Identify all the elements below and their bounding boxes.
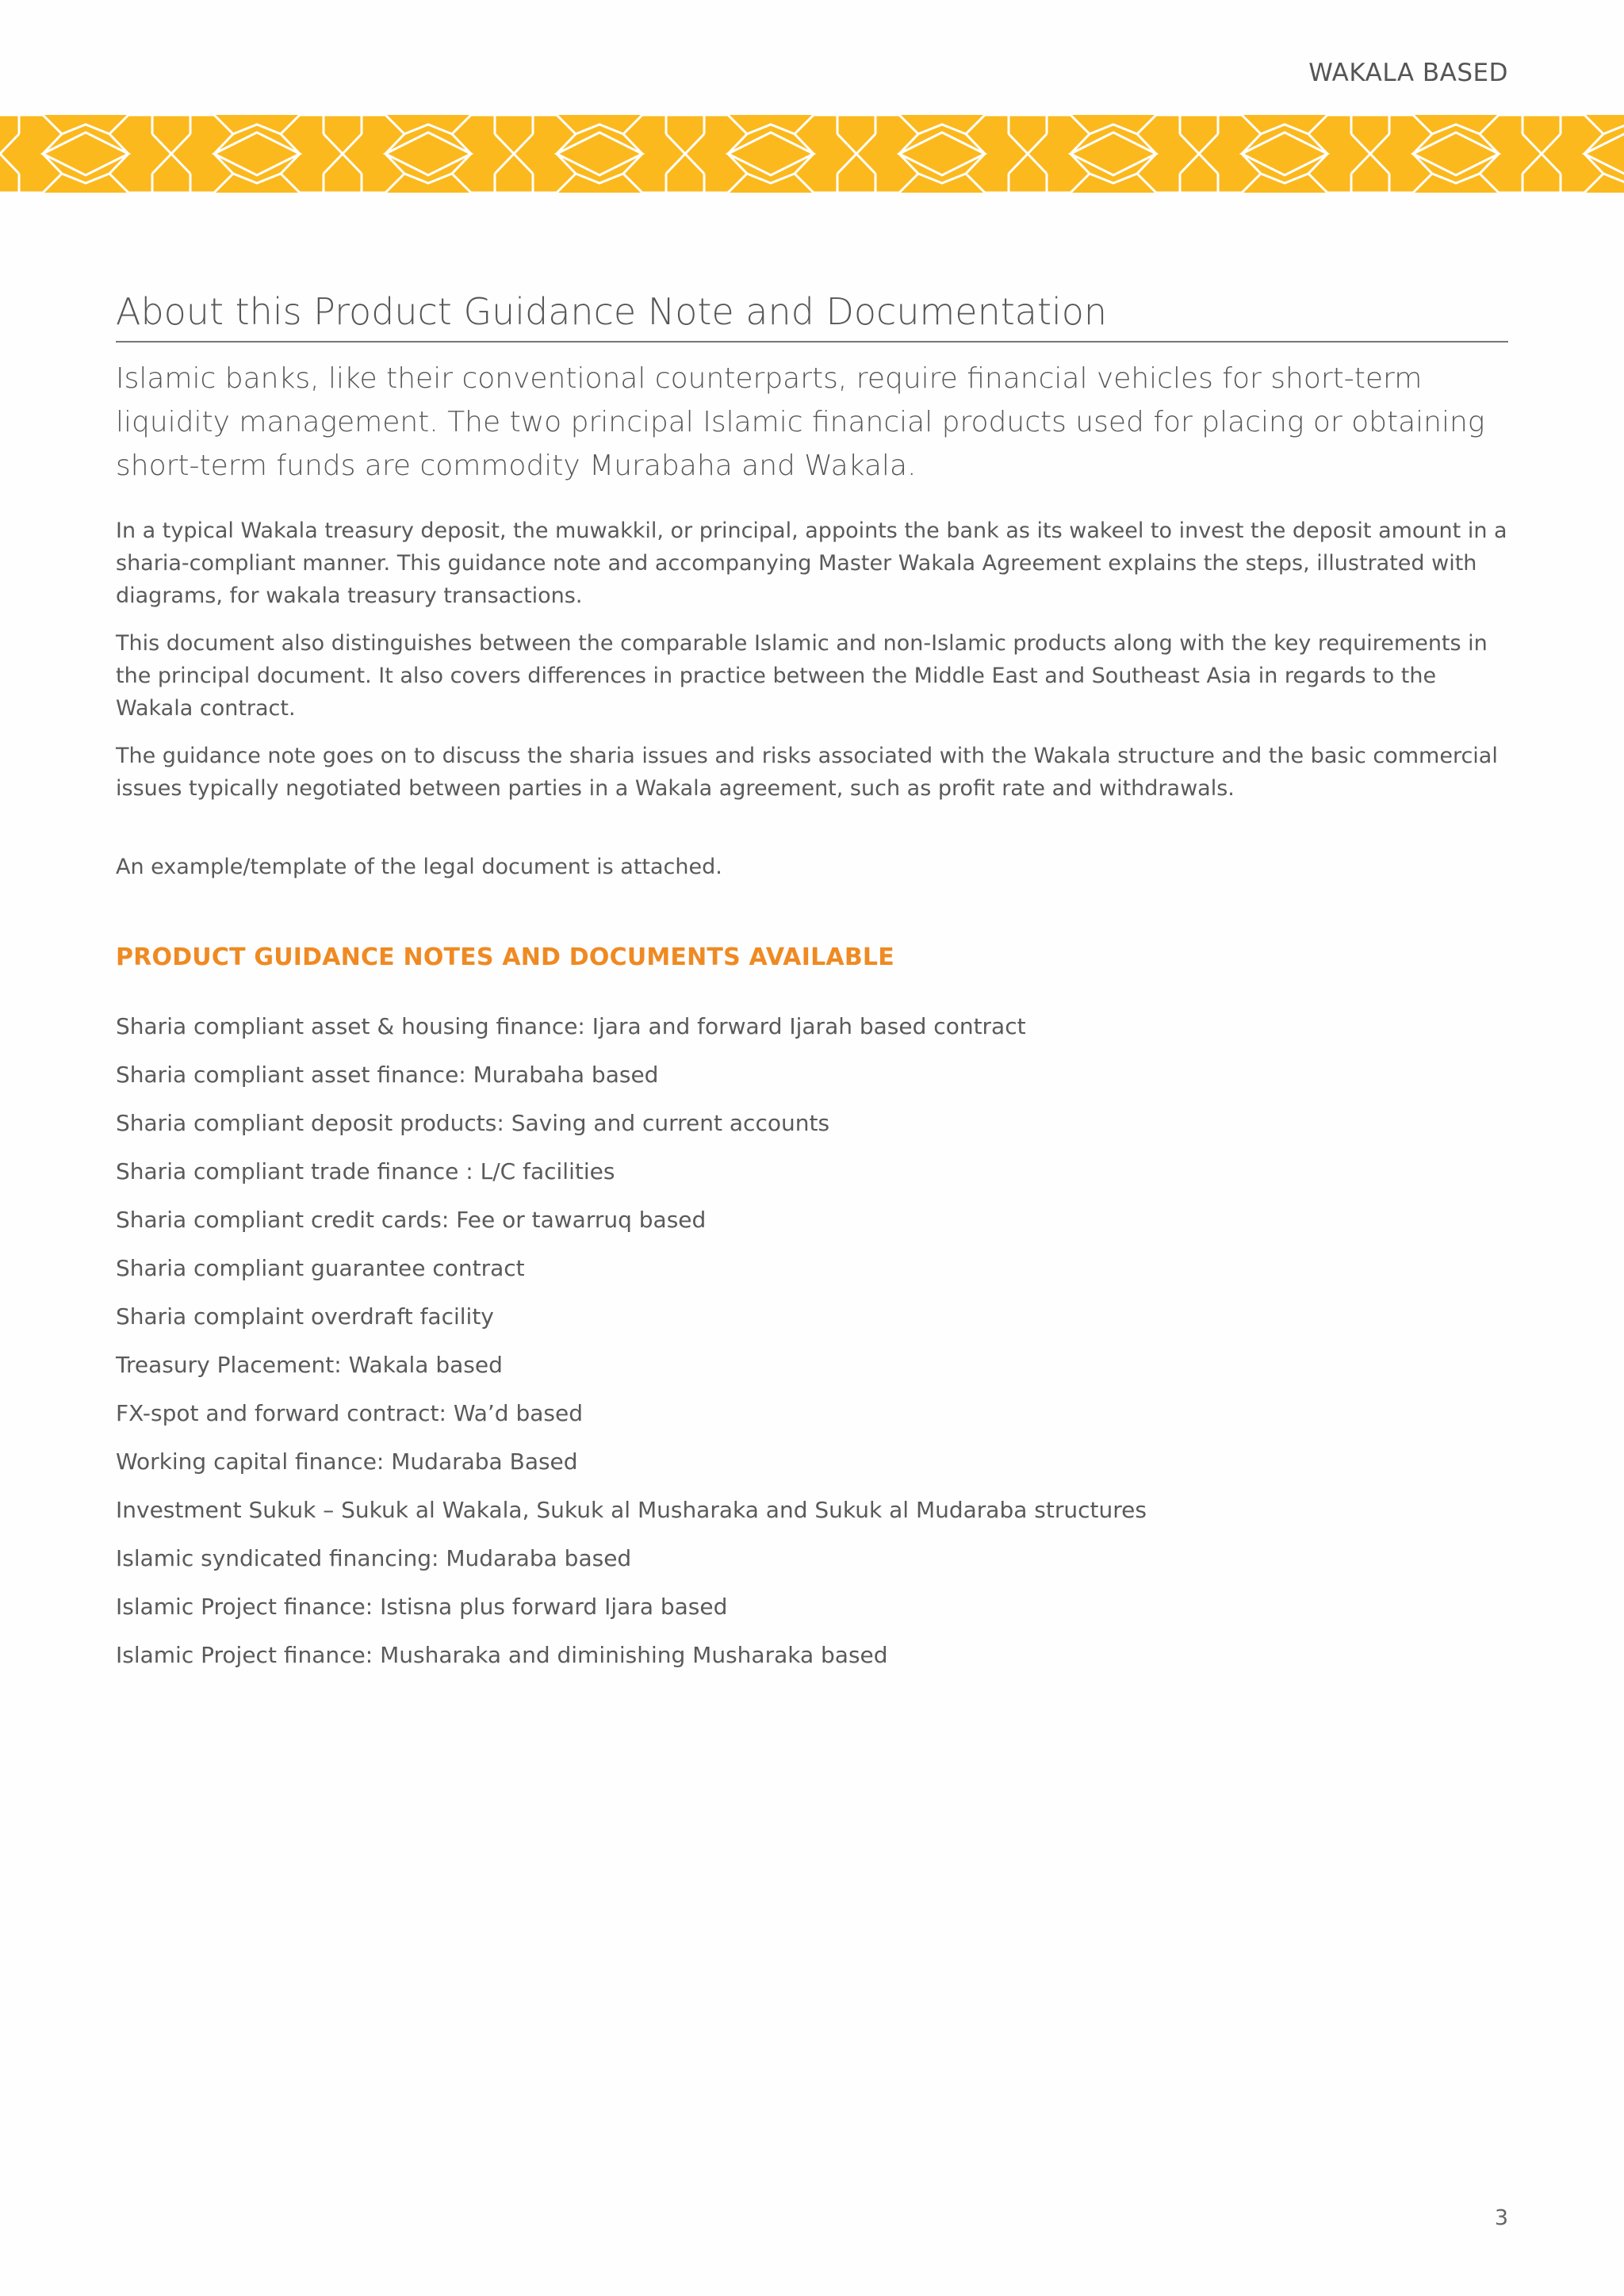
page-number: 3	[1494, 2206, 1508, 2230]
list-item: Islamic Project finance: Istisna plus forward Ijara based	[116, 1594, 728, 1620]
list-item: Sharia compliant credit cards: Fee or tawarruq based	[116, 1207, 707, 1233]
main-content	[116, 285, 1508, 1686]
list-item: Treasury Placement: Wakala based	[116, 1352, 503, 1378]
islamic-star-pattern-icon	[0, 115, 1624, 193]
list-item: Investment Sukuk – Sukuk al Wakala, Sukuk al Musharaka and Sukuk al Mudaraba structures	[116, 1497, 1147, 1523]
products-list	[116, 1009, 1508, 1686]
list-item: Working capital finance: Mudaraba Based	[116, 1448, 578, 1475]
list-item: FX-spot and forward contract: Wa’d based	[116, 1400, 583, 1426]
products-heading: PRODUCT GUIDANCE NOTES AND DOCUMENTS AVAILABLE	[116, 943, 894, 971]
body-paragraph: The guidance note goes on to discuss the sharia issues and risks associated with the Wakala structure and the basic commercial issues typically negotiated between parties in a Wakala agreement, such as profit rate and withdrawals.	[116, 744, 1498, 801]
list-item: Sharia compliant asset & housing finance: Ijara and forward Ijarah based contract	[116, 1013, 1026, 1039]
list-item: Sharia compliant deposit products: Saving and current accounts	[116, 1110, 830, 1136]
list-item: Sharia compliant guarantee contract	[116, 1255, 525, 1281]
list-item: Sharia complaint overdraft facility	[116, 1303, 494, 1330]
body-paragraph: In a typical Wakala treasury deposit, the muwakkil, or principal, appoints the bank as its wakeel to invest the deposit amount in a sharia-compliant manner. This guidance note and accompanying Master Wakala Agreement explains the steps, illustrated with diagrams, for wakala treasury transactions.	[116, 519, 1507, 608]
running-header: WAKALA BASED	[1308, 59, 1508, 87]
body-paragraph: This document also distinguishes between the comparable Islamic and non-Islamic products along with the key requirements in the principal document. It also covers differences in practice between the Middle East and Southeast Asia in regards to the Wakala contract.	[116, 631, 1488, 721]
body-paragraph: An example/template of the legal document is attached.	[116, 855, 722, 879]
decorative-pattern-band	[0, 115, 1624, 193]
page-title: About this Product Guidance Note and Documentation	[116, 285, 1508, 342]
list-item: Islamic syndicated financing: Mudaraba based	[116, 1545, 632, 1571]
list-item: Islamic Project finance: Musharaka and diminishing Musharaka based	[116, 1642, 888, 1668]
list-item: Sharia compliant asset finance: Murabaha based	[116, 1062, 659, 1088]
lead-paragraph: Islamic banks, like their conventional counterparts, require financial vehicles for short-term liquidity management. The two principal Islamic financial products used for placing or obtaining short-term funds are commodity Murabaha and Wakala.	[116, 362, 1485, 482]
list-item: Sharia compliant trade finance : L/C facilities	[116, 1158, 615, 1184]
